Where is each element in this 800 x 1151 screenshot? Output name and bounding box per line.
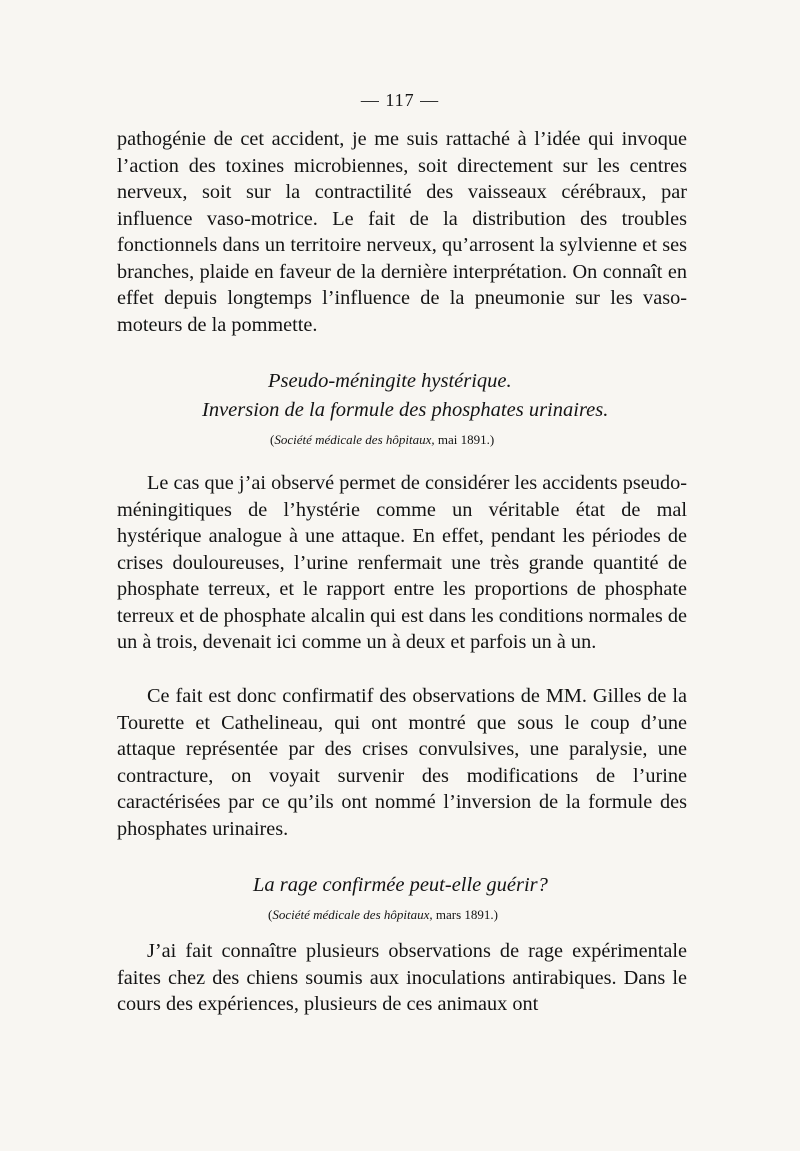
page-number: — 117 — [360,90,440,110]
paragraph-text: Le cas que j’ai observé permet de considérer les accidents pseudo-méningitiques de l’hystérie comme un véritable état de mal hystérique analogue à une attaque. En effet, pendant les périodes de crises douloureuses, l’urine renfermait une très grande quantité de phosphate terreux, et le rapport entre les proportions de phosphate terreux et de phosphate alcalin qui est dans les conditions normales de un à trois, devenait ici comme un à deux et parfois un à un. [117,472,687,653]
citation-date: mars 1891.) [432,907,498,922]
body-paragraph-3 [117,683,687,842]
section-subtitle-inversion: Inversion de la formule des phosphates urinaires. [202,399,609,421]
body-paragraph-1 [117,126,687,338]
citation-journal: Société médicale des hôpitaux, [272,907,433,922]
source-citation-1 [270,432,494,448]
section-title-pseudo-meningite: Pseudo-méningite hystérique. [268,370,512,392]
citation-open: ( [270,432,275,447]
paragraph-text: pathogénie de cet accident, je me suis rattaché à l’idée qui invoque l’action des toxines microbiennes, soit directement sur les centres nerveux, soit sur la contractilité des vaisseaux cérébraux, par influence vaso-motrice. Le fait de la distribution des troubles fonctionnels dans un territoire nerveux, qu’arrosent la sylvienne et ses branches, plaide en faveur de la dernière interprétation. On connaît en effet depuis longtemps l’influence de la pneumonie sur les vaso-moteurs de la pommette. [117,128,687,336]
paragraph-text: Ce fait est donc confirmatif des observations de MM. Gilles de la Tourette et Cathelineau, qui ont montré que sous le coup d’une attaque représentée par des crises convulsives, une paralysie, une contracture, on voyait survenir des modifications de l’urine caractérisées par ce qu’ils ont nommé l’inversion de la formule des phosphates urinaires. [117,685,687,840]
source-citation-2 [268,907,498,923]
paragraph-text: J’ai fait connaître plusieurs observations de rage expérimentale faites chez des chiens soumis aux inoculations antirabiques. Dans le cours des expériences, plusieurs de ces animaux ont [117,940,687,1015]
citation-journal: Société médicale des hôpitaux, [274,432,435,447]
section-title-rage: La rage confirmée peut-elle guérir? [253,874,548,896]
citation-date: mai 1891.) [434,432,495,447]
citation-open: ( [268,907,273,922]
body-paragraph-4 [117,938,687,1018]
body-paragraph-2 [117,470,687,656]
